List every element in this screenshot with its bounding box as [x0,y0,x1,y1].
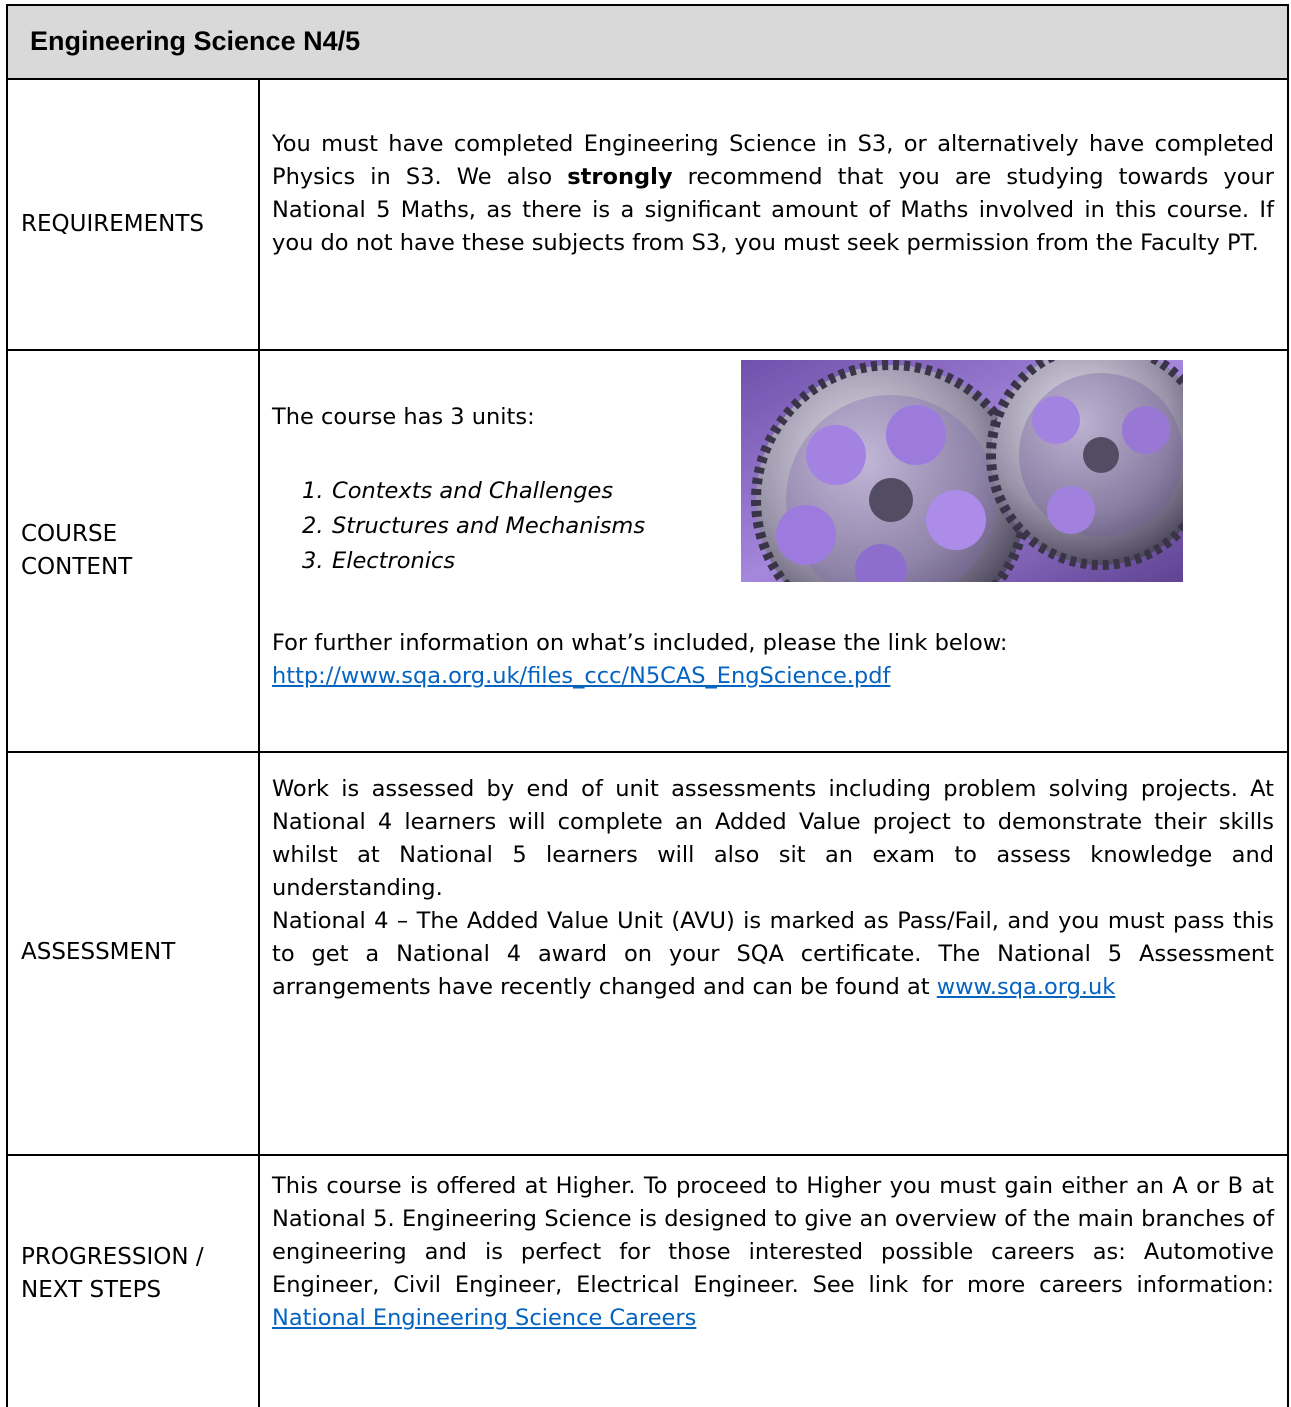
unit-number: 1. [302,478,324,504]
row-divider [8,751,1287,753]
careers-link[interactable]: National Engineering Science Careers [272,1305,697,1331]
sqa-course-link[interactable]: http://www.sqa.org.uk/files_ccc/N5CAS_EngScience.pdf [272,663,891,689]
page-title: Engineering Science N4/5 [30,26,361,56]
course-info-table [6,4,1289,1407]
progression-paragraph: This course is offered at Higher. To proceed to Higher you must gain either an A or B at National 5. Engineering Science is designed to give an overview of the main branches of engineering and is perfect for those interested possible careers as: Automotive Engineer, Civil Engineer, Electrical Engineer. See link for more careers information: [272,1173,1274,1298]
unit-name: Electronics [332,548,456,574]
course-intro: The course has 3 units: [272,404,535,430]
requirements-emphasis: strongly [567,164,673,190]
progression-label-line: PROGRESSION / [21,1244,204,1270]
requirements-text [272,128,1274,260]
requirements-label: REQUIREMENTS [21,211,204,237]
unit-number: 2. [302,513,324,539]
unit-name: Structures and Mechanisms [332,513,646,539]
column-divider [258,80,260,1407]
progression-label-line: NEXT STEPS [21,1277,162,1303]
assessment-paragraph: Work is assessed by end of unit assessments including problem solving projects. At National 4 learners will complete an Added Value project to demonstrate their skills whilst at National 5 learners will also sit an exam to assess knowledge and understanding. [272,776,1274,901]
gears-photo-icon [741,360,1183,582]
progression-label [21,1241,204,1307]
unit-name: Contexts and Challenges [332,478,614,504]
assessment-label: ASSESSMENT [21,939,176,965]
title-bar [8,6,1287,80]
gears-photo [741,360,1183,582]
assessment-text [272,773,1274,1004]
unit-number: 3. [302,548,324,574]
row-divider [8,1154,1287,1156]
requirements-text-part: recommend that you are studying towards your National 5 Maths, as there is a significant amount of Maths involved in this course. If you do not have these subjects from S3, you must seek permission from the Faculty PT. [272,164,1275,256]
course-content-label [21,518,132,584]
sqa-home-link[interactable]: www.sqa.org.uk [936,974,1116,1000]
course-content-label-line: COURSE [21,521,118,547]
progression-text [272,1170,1274,1335]
course-content-label-line: CONTENT [21,554,133,580]
row-divider [8,349,1287,351]
requirements-text-part: You must have completed Engineering Science in S3, or alternatively have completed Physics in S3. We also [272,131,1274,190]
assessment-paragraph: National 4 – The Added Value Unit (AVU) is marked as Pass/Fail, and you must pass this to get a National 4 award on your SQA certificate. The National 5 Assessment arrangements have recently changed and can be found at [272,908,1274,1000]
info-text: For further information on what’s included, please the link below: [272,630,1008,656]
